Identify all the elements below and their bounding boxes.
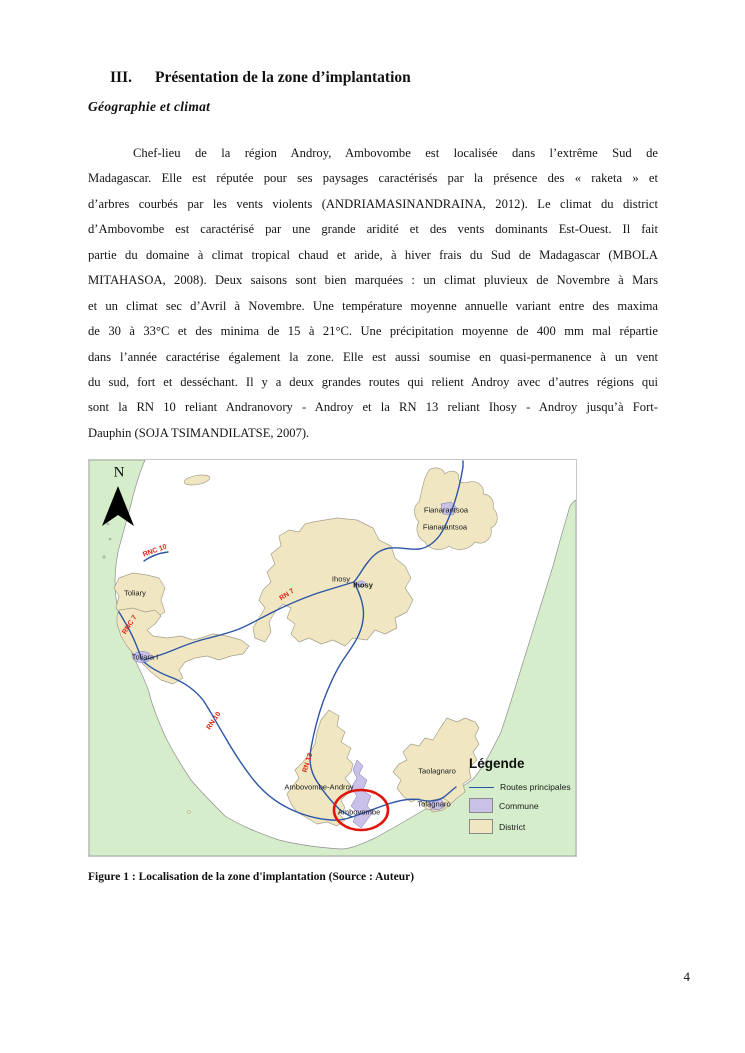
section-title: Présentation de la zone d’implantation [155, 69, 411, 86]
paragraph-line: Madagascar. Elle est réputée pour ses paysages caractérisés par la présence des « raketa » et [88, 171, 658, 186]
paragraph-line: partie du domaine à climat tropical chaud et aride, à hiver frais du Sud de Madagascar (MBOLA [88, 247, 658, 262]
legend-item-district [469, 819, 575, 834]
paragraph-line: d’Ambovombe est caractérisé par une grande aridité et des vents dominants Est-Ouest. Il fait [88, 222, 658, 237]
commune-swatch [469, 798, 493, 813]
body-paragraph [88, 141, 658, 446]
road-line-swatch [469, 787, 494, 788]
road-label: RNC 10 [142, 543, 168, 559]
paragraph-line: dans l’année caractérise également la zone. Elle est aussi soumise en quasi-permanence à un vent [88, 349, 658, 364]
paragraph-line: d’arbres courbés par les vents violents (ANDRIAMASINANDRAINA, 2012). Le climat du district [88, 196, 658, 211]
paragraph-line: du sud, fort et desséchant. Il y a deux grandes routes qui relient Androy avec d’autres régions qui [88, 374, 658, 389]
city-label: Toliara I [131, 652, 159, 662]
legend-label: Routes principales [500, 782, 571, 792]
page-number: 4 [683, 969, 690, 984]
north-label: N [113, 464, 125, 481]
city-label: Tolagnaro [417, 799, 451, 809]
city-label: Fianarantsoa [423, 505, 469, 515]
paragraph-line: sont la RN 10 reliant Andranovory - Androy et la RN 13 reliant Ihosy - Androy jusqu’à Fort- [88, 400, 658, 415]
city-label: Ambovombe [337, 807, 381, 817]
city-label: Toliary [124, 588, 146, 598]
city-label: Ihosy [353, 580, 373, 590]
paragraph-line: de 30 à 33°C et des minima de 15 à 21°C. Une précipitation moyenne de 400 mm mal répartie [88, 324, 658, 339]
subsection-heading: Géographie et climat [88, 99, 211, 114]
legend-item-commune [469, 798, 575, 813]
paragraph-line: MITAHASOA, 2008). Deux saisons sont bien marquées : un climat pluvieux de Novembre à Mars [88, 273, 658, 288]
road-label: RN 13 [301, 752, 315, 774]
paragraph-line: Chef-lieu de la région Androy, Ambovombe est localisée dans l’extrême Sud de [133, 146, 658, 160]
legend-label: District [499, 821, 526, 832]
paragraph-line: Dauphin (SOJA TSIMANDILATSE, 2007). [88, 425, 310, 440]
city-label: Ihosy [331, 574, 351, 584]
legend-title: Légende [469, 756, 525, 771]
road-label: RN 10 [205, 710, 223, 732]
legend-label: Commune [499, 800, 539, 811]
road-label: RNC 7 [121, 614, 139, 636]
paragraph-line: et un climat sec d’Avril à Novembre. Une température moyenne annuelle variant entre des maxima [88, 298, 658, 313]
section-number: III. [110, 69, 132, 86]
city-label: Taolagnaro [418, 766, 456, 776]
map-legend [469, 756, 575, 834]
city-label: Ambovombe-Androy [284, 782, 354, 792]
legend-item-routes [469, 782, 575, 792]
section-heading [110, 69, 670, 87]
figure-caption: Figure 1 : Localisation de la zone d'implantation (Source : Auteur) [88, 871, 415, 883]
road-label: RN 7 [278, 587, 296, 603]
city-label: Fianarantsoa [422, 522, 468, 532]
map-figure [88, 459, 577, 857]
district-swatch [469, 819, 493, 834]
